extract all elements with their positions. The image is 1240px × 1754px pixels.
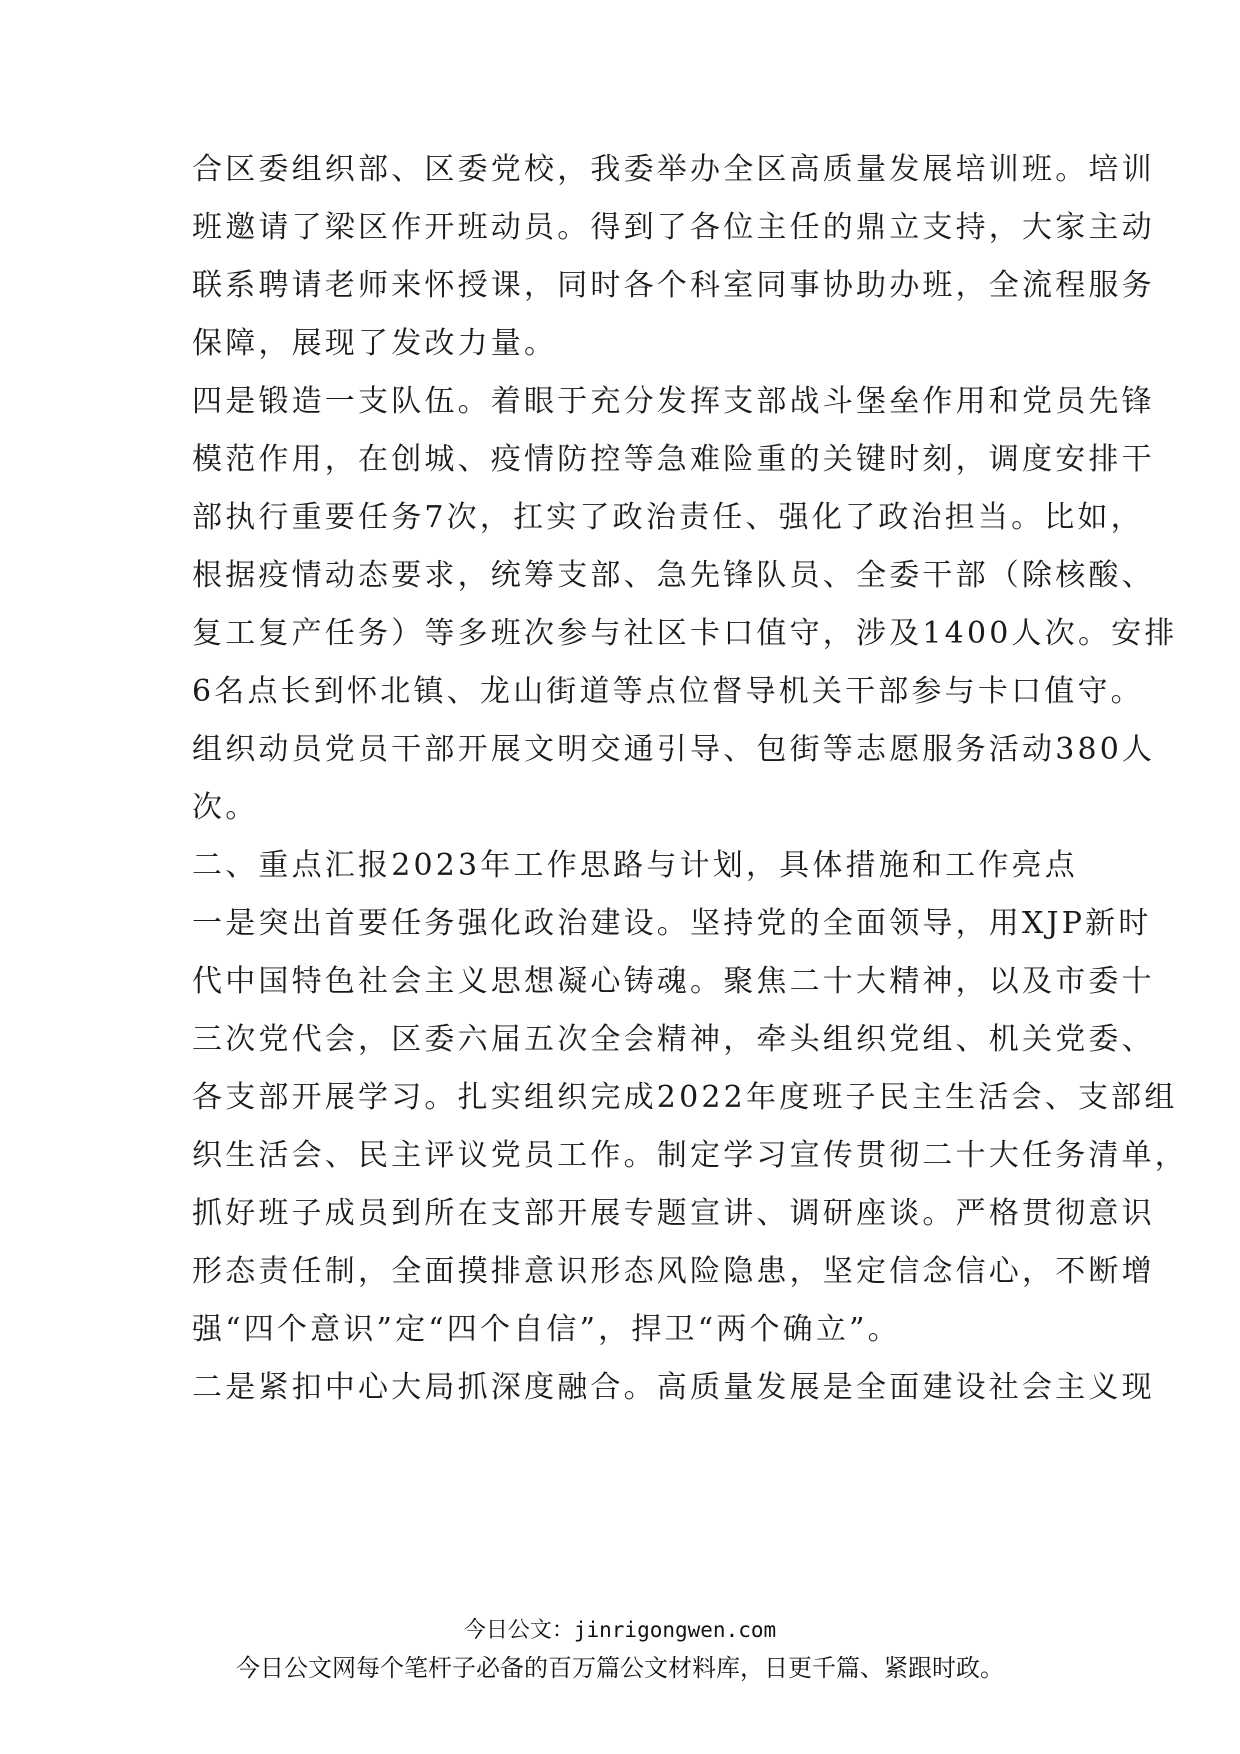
footer-source — [0, 1616, 1240, 1645]
body-line: 模范作用，在创城、疫情防控等急难险重的关键时刻，调度安排干 — [192, 442, 1155, 477]
body-line: 抓好班子成员到所在支部开展专题宣讲、调研座谈。严格贯彻意识 — [192, 1196, 1155, 1231]
body-line: 复工复产任务）等多班次参与社区卡口值守，涉及1400人次。安排 — [192, 616, 1178, 651]
body-line: 合区委组织部、区委党校，我委举办全区高质量发展培训班。培训 — [192, 152, 1155, 187]
body-line: 组织动员党员干部开展文明交通引导、包街等志愿服务活动380人 — [192, 732, 1156, 767]
body-line: 三次党代会，区委六届五次全会精神，牵头组织党组、机关党委、 — [192, 1022, 1155, 1057]
body-line: 四是锻造一支队伍。着眼于充分发挥支部战斗堡垒作用和党员先锋 — [192, 384, 1155, 419]
body-line: 织生活会、民主评议党员工作。制定学习宣传贯彻二十大任务清单， — [192, 1138, 1188, 1173]
footer-source-link[interactable]: jinrigongwen.com — [573, 1618, 777, 1642]
footer-slogan: 今日公文网每个笔杆子必备的百万篇公文材料库，日更千篇、紧跟时政。 — [236, 1654, 1004, 1682]
body-line: 强“四个意识”定“四个自信”，捍卫“两个确立”。 — [192, 1312, 901, 1347]
body-line: 二是紧扣中心大局抓深度融合。高质量发展是全面建设社会主义现 — [192, 1370, 1155, 1405]
footer-source-label: 今日公文： — [463, 1618, 574, 1643]
body-line: 一是突出首要任务强化政治建设。坚持党的全面领导，用XJP新时 — [192, 906, 1152, 941]
section-heading: 二、重点汇报2023年工作思路与计划，具体措施和工作亮点 — [192, 848, 1078, 883]
body-line: 代中国特色社会主义思想凝心铸魂。聚焦二十大精神，以及市委十 — [192, 964, 1155, 999]
body-line: 次。 — [192, 790, 259, 825]
body-line: 各支部开展学习。扎实组织完成2022年度班子民主生活会、支部组 — [192, 1080, 1178, 1115]
body-line: 班邀请了梁区作开班动员。得到了各位主任的鼎立支持，大家主动 — [192, 210, 1155, 245]
body-line: 保障，展现了发改力量。 — [192, 326, 558, 361]
body-line: 联系聘请老师来怀授课，同时各个科室同事协助办班，全流程服务 — [192, 268, 1155, 303]
body-line: 部执行重要任务7次，扛实了政治责任、强化了政治担当。比如， — [192, 500, 1144, 535]
body-line: 形态责任制，全面摸排意识形态风险隐患，坚定信念信心，不断增 — [192, 1254, 1155, 1289]
body-line: 根据疫情动态要求，统筹支部、急先锋队员、全委干部（除核酸、 — [192, 558, 1155, 593]
body-line: 6名点长到怀北镇、龙山街道等点位督导机关干部参与卡口值守。 — [192, 674, 1144, 709]
